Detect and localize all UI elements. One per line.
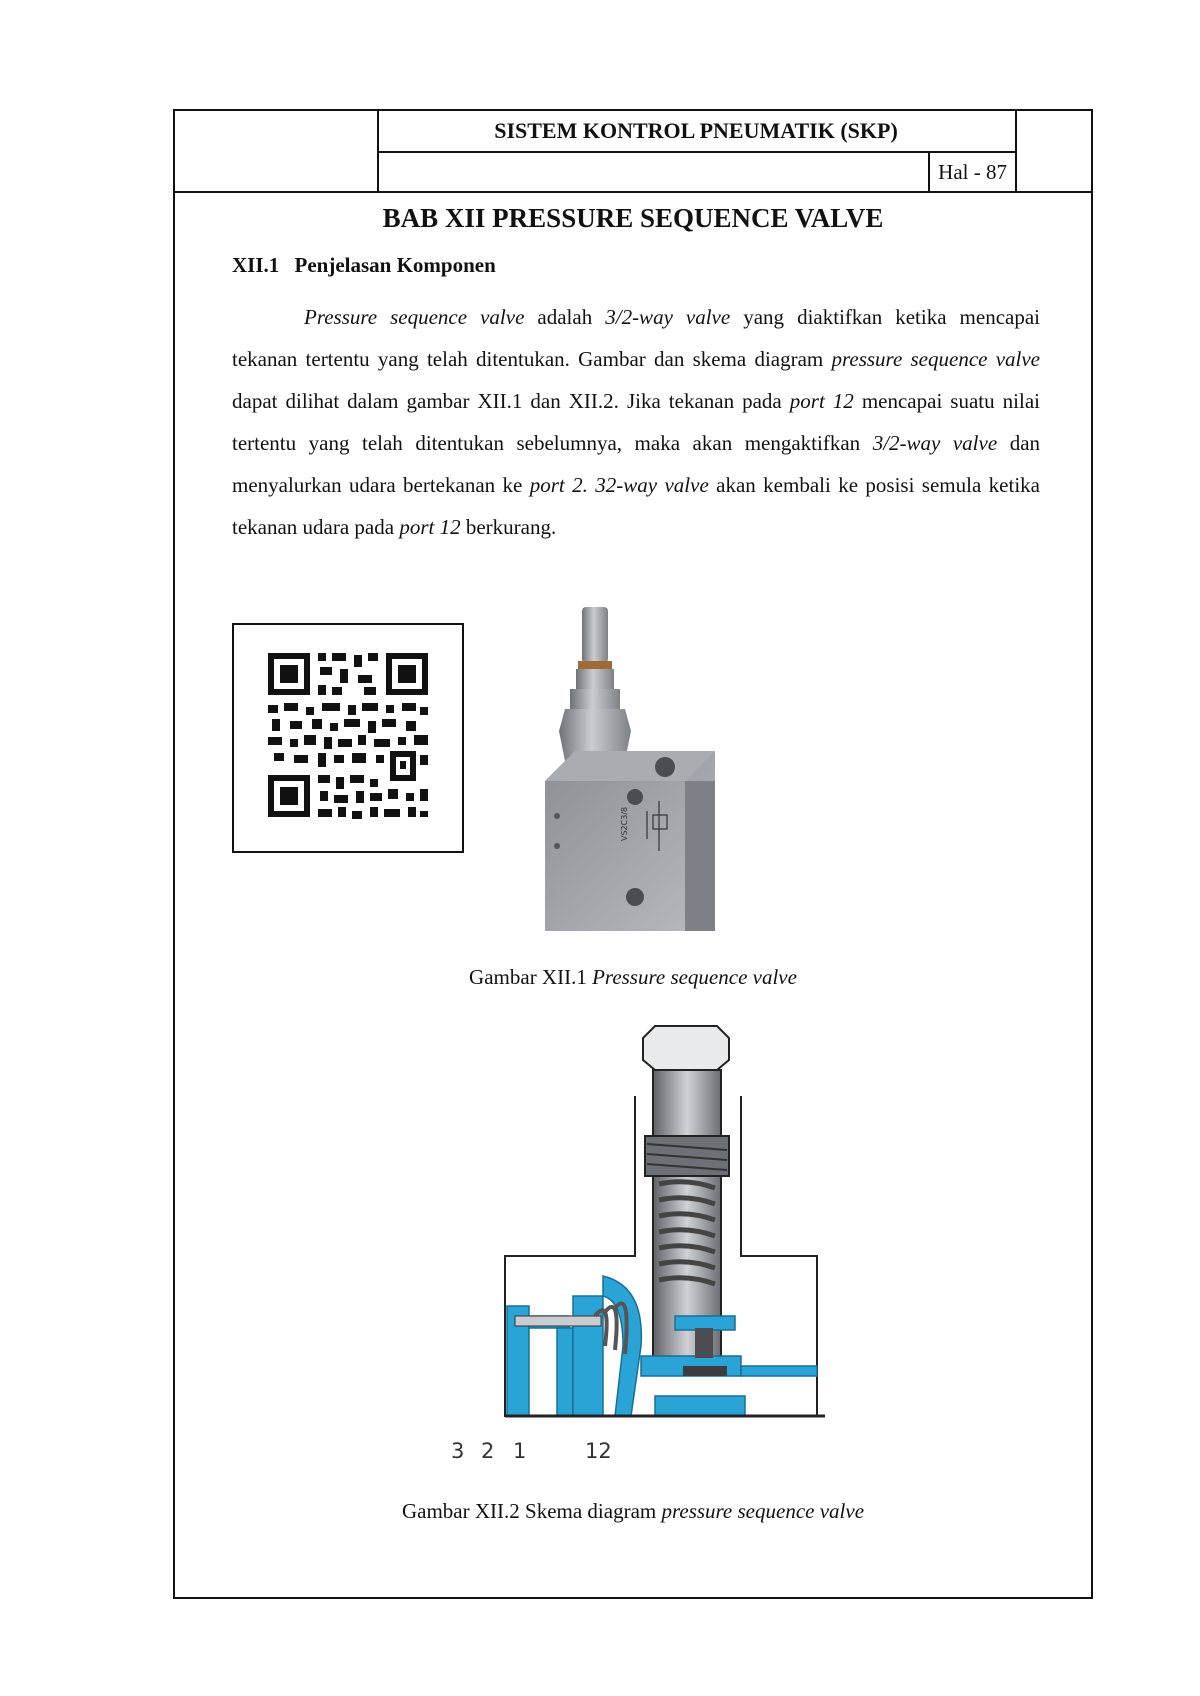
text-run: akan kembali ke posisi semula ketika tekanan udara pada: [232, 473, 1040, 539]
port-label: 12: [585, 1439, 612, 1463]
term-italic: port 12: [399, 515, 461, 539]
caption-text: Gambar XII.2 Skema diagram: [401, 1499, 662, 1523]
text-run: dan menyalurkan udara bertekanan ke: [232, 431, 1041, 497]
text-run: yang diaktifkan ketika mencapai tekanan tertentu yang telah ditentukan. Gambar dan skema diagram: [232, 305, 1041, 371]
term-italic: 3/2-way valve: [605, 305, 731, 329]
section-title: Penjelasan Komponen: [294, 253, 496, 277]
figure1-caption: [175, 965, 1091, 990]
figure2-caption: [175, 1499, 1091, 1524]
port-label: 3: [451, 1439, 465, 1463]
port-label: 2: [481, 1439, 495, 1463]
pressure-sequence-valve-photo: [535, 601, 725, 941]
header-logo-cell: [175, 111, 379, 191]
page-header: [175, 111, 1091, 193]
caption-text: Gambar XII.1: [469, 965, 593, 989]
text-run: adalah: [524, 305, 606, 329]
qr-code[interactable]: [232, 623, 464, 853]
text-run: mencapai suatu nilai tertentu yang telah ditentukan sebelumnya, maka akan mengaktifkan: [232, 389, 1040, 455]
caption-italic: Pressure sequence valve: [592, 965, 797, 989]
term-italic: Pressure sequence valve: [304, 305, 525, 329]
text-run: berkurang.: [460, 515, 557, 539]
term-italic: pressure sequence valve: [831, 347, 1040, 371]
term-italic: port 12: [789, 389, 854, 413]
text-run: dapat dilihat dalam gambar XII.1 dan XII.2. Jika tekanan pada: [232, 389, 790, 413]
qr-code-icon: [234, 625, 462, 851]
chapter-title: BAB XII PRESSURE SEQUENCE VALVE: [382, 203, 884, 233]
pressure-sequence-valve-schematic: [445, 1016, 825, 1481]
term-italic: port 2. 32-way valve: [529, 473, 709, 497]
caption-italic: pressure sequence valve: [661, 1499, 865, 1523]
product-code-engraving: VS2C3/8: [620, 806, 629, 841]
term-italic: 3/2-way valve: [872, 431, 998, 455]
page-number: Hal - 87: [928, 153, 1015, 191]
port-labels: [175, 1439, 1091, 1469]
header-subtitle-cell: [377, 153, 1017, 191]
port-label: 1: [513, 1439, 527, 1463]
page-frame: [173, 109, 1093, 1599]
section-number: XII.1: [232, 253, 280, 277]
header-title: SISTEM KONTROL PNEUMATIK (SKP): [377, 111, 1017, 153]
section-heading: [232, 253, 496, 278]
body-paragraph: [232, 296, 1040, 548]
